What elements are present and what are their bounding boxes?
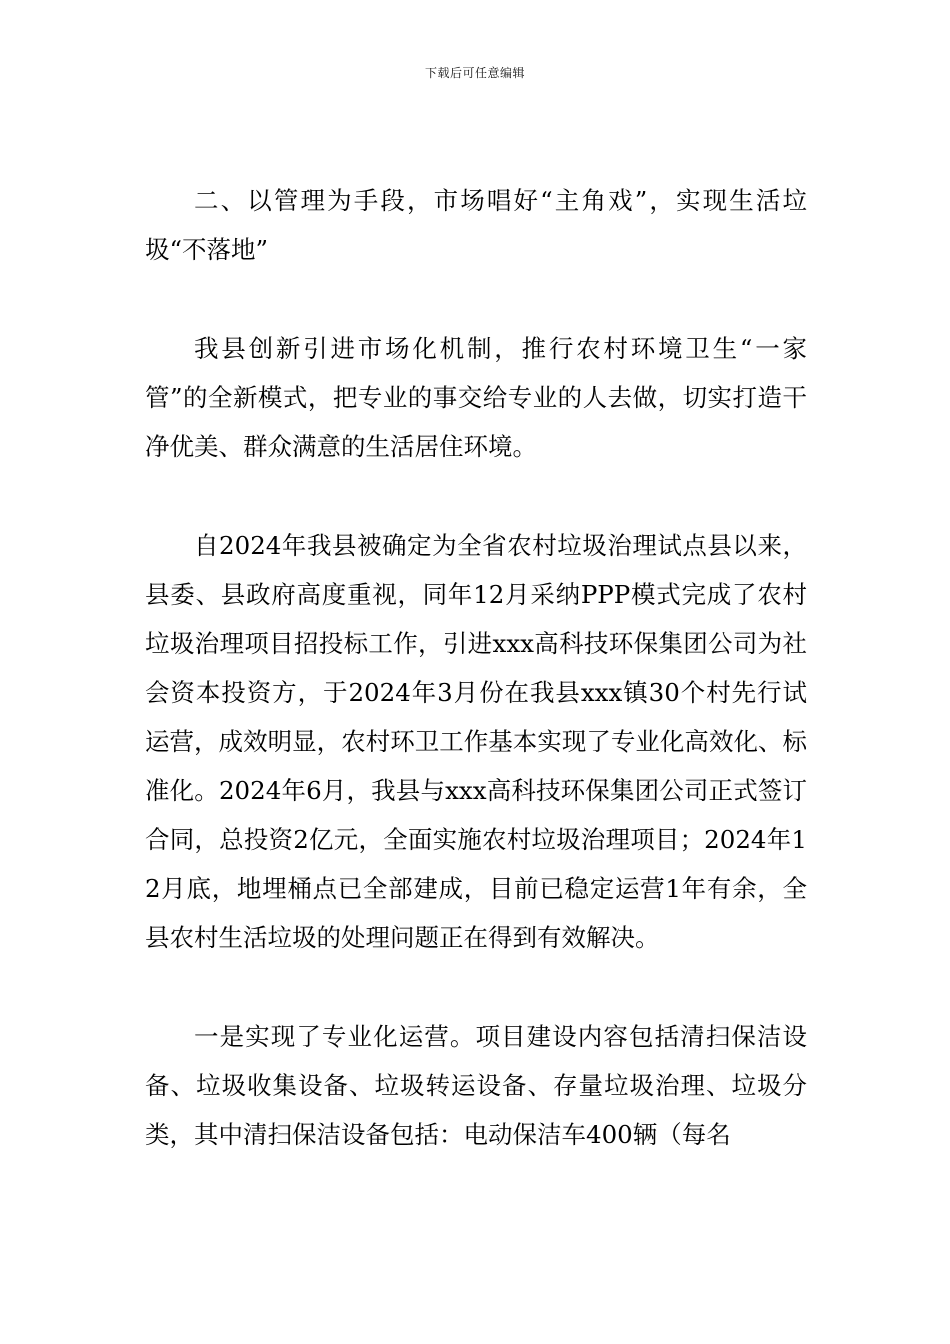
paragraph-spacer: [145, 962, 807, 1012]
document-body: [145, 176, 807, 1159]
paragraph-spacer: [145, 274, 807, 324]
section-heading: 二、以管理为手段，市场唱好“主角戏”，实现生活垃圾“不落地”: [145, 186, 807, 264]
paragraph-spacer: [145, 471, 807, 521]
paragraph-professional-operation: 一是实现了专业化运营。项目建设内容包括清扫保洁设备、垃圾收集设备、垃圾转运设备、存量垃圾治理、垃圾分类，其中清扫保洁设备包括：电动保洁车400辆（每名: [145, 1022, 807, 1149]
page-header-note: 下载后可任意编辑: [424, 66, 525, 80]
paragraph-background: 自2024年我县被确定为全省农村垃圾治理试点县以来，县委、县政府高度重视，同年12月采纳PPP模式完成了农村垃圾治理项目招投标工作，引进xxx高科技环保集团公司为社会资本投资方，于2024年3月份在我县xxx镇30个村先行试运营，成效明显，农村环卫工作基本实现了专业化高效化、标准化。2024年6月，我县与xxx高科技环保集团公司正式签订合同，总投资2亿元，全面实施农村垃圾治理项目；2024年12月底，地埋桶点已全部建成，目前已稳定运营1年有余，全县农村生活垃圾的处理问题正在得到有效解决。: [145, 531, 807, 952]
paragraph-intro: 我县创新引进市场化机制，推行农村环境卫生“一家管”的全新模式，把专业的事交给专业的人去做，切实打造干净优美、群众满意的生活居住环境。: [145, 334, 807, 461]
